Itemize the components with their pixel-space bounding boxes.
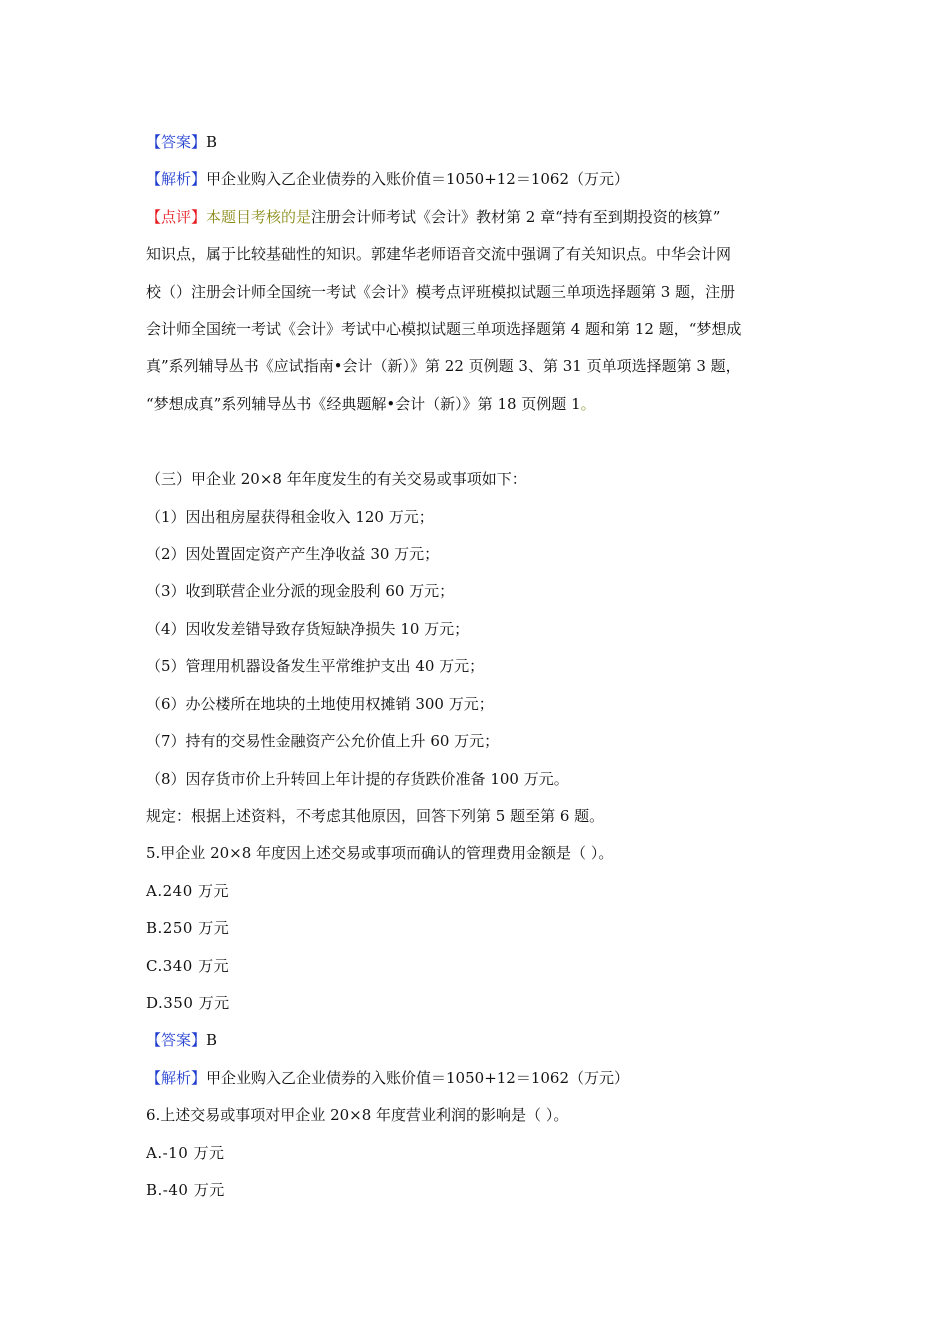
list-item: （2）因处置固定资产产生净收益 30 万元； xyxy=(146,545,440,564)
spacer xyxy=(146,423,808,461)
q4-answer-line xyxy=(146,124,808,161)
q4-comment-line-4: 会计师全国统一考试《会计》考试中心模拟试题三单项选择题第 4 题和第 12 题，“梦想成 xyxy=(146,320,742,339)
comment-tag: 【点评】 xyxy=(146,207,207,226)
q4-comment-line-6 xyxy=(146,386,808,423)
q4-analysis-line xyxy=(146,161,808,198)
analysis-tag: 【解析】 xyxy=(146,1068,207,1087)
comment-end: 。 xyxy=(580,394,596,413)
list-item: （1）因出租房屋获得租金收入 120 万元； xyxy=(146,507,434,526)
q5-option-a: A.240 万元 xyxy=(146,881,229,900)
list-item: （4）因收发差错导致存货短缺净损失 10 万元； xyxy=(146,619,470,638)
list-item: （5）管理用机器设备发生平常维护支出 40 万元； xyxy=(146,657,485,676)
answer-tag: 【答案】 xyxy=(146,1031,207,1050)
section-intro: （三）甲企业 20×8 年年度发生的有关交易或事项如下： xyxy=(146,470,527,489)
q4-comment-line-1 xyxy=(146,199,808,236)
q5-analysis-line xyxy=(146,1060,808,1097)
document-body xyxy=(146,124,808,1209)
q6-option-a: A.-10 万元 xyxy=(146,1143,225,1162)
analysis-text: 甲企业购入乙企业债券的入账价值＝1050+12＝1062（万元） xyxy=(206,1068,630,1087)
q5-option-d: D.350 万元 xyxy=(146,993,230,1012)
list-item: （7）持有的交易性金融资产公允价值上升 60 万元； xyxy=(146,732,500,751)
answer-value: B xyxy=(206,1031,218,1050)
list-item: （8）因存货市价上升转回上年计提的存货跌价准备 100 万元。 xyxy=(146,769,569,788)
section-rule: 规定：根据上述资料，不考虑其他原因，回答下列第 5 题至第 6 题。 xyxy=(146,806,605,825)
q5-answer-line xyxy=(146,1022,808,1059)
q4-comment-line-5: 真”系列辅导丛书《应试指南•会计（新）》第 22 页例题 3、第 31 页单项选择题第 3 题， xyxy=(146,357,741,376)
list-item: （6）办公楼所在地块的土地使用权摊销 300 万元； xyxy=(146,694,494,713)
answer-value: B xyxy=(206,133,218,151)
analysis-text: 甲企业购入乙企业债券的入账价值＝1050+12＝1062（万元） xyxy=(206,170,630,189)
q5-stem: 5.甲企业 20×8 年度因上述交易或事项而确认的管理费用金额是（ ）。 xyxy=(146,844,614,863)
comment-text: 注册会计师考试《会计》教材第 2 章“持有至到期投资的核算” xyxy=(311,207,721,226)
q5-option-b: B.250 万元 xyxy=(146,919,230,938)
q4-comment-line-3: 校（）注册会计师全国统一考试《会计》模考点评班模拟试题三单项选择题第 3 题，注册 xyxy=(146,282,736,301)
list-item: （3）收到联营企业分派的现金股利 60 万元； xyxy=(146,582,455,601)
comment-lead: 本题目考核的是 xyxy=(206,207,312,226)
answer-tag: 【答案】 xyxy=(146,133,207,151)
q4-comment-line-2: 知识点，属于比较基础性的知识。郭建华老师语音交流中强调了有关知识点。中华会计网 xyxy=(146,245,732,264)
analysis-tag: 【解析】 xyxy=(146,170,207,189)
q5-option-c: C.340 万元 xyxy=(146,956,230,975)
q6-option-b: B.-40 万元 xyxy=(146,1180,225,1199)
q6-stem: 6.上述交易或事项对甲企业 20×8 年度营业利润的影响是（ ）。 xyxy=(146,1106,569,1125)
comment-text: “梦想成真”系列辅导丛书《经典题解•会计（新）》第 18 页例题 1 xyxy=(146,394,581,413)
